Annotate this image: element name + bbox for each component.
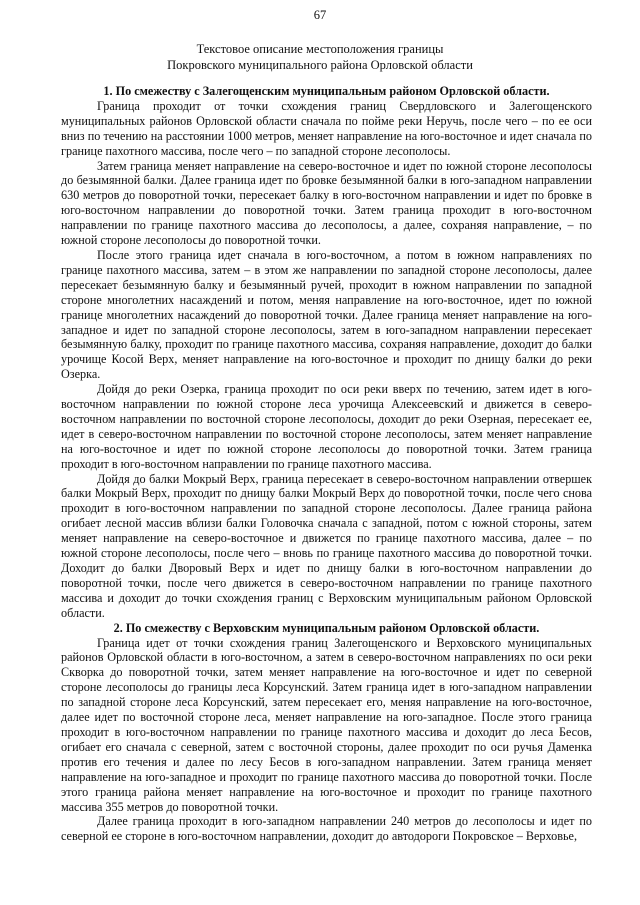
- section-heading-1: 1. По смежеству с Залегощенским муниципальным районом Орловской области.: [103, 84, 550, 98]
- document-title: [0, 42, 640, 73]
- section-heading-2: 2. По смежеству с Верховским муниципальным районом Орловской области.: [113, 620, 540, 635]
- paragraph: Дойдя до реки Озерка, граница проходит по оси реки вверх по течению, затем идет в юго-восточном направлении по южной стороне леса урочища Алексеевский и движется в северо-восточном направлении по восточной стороне лесополосы, доходит до реки Озерная, пересекает ее, идет в северо-восточном направлении по восточной стороне лесополосы, затем меняет направление на юго-восточное и идет по южной стороне лесополосы до поворотной точки. Затем граница проходит в юго-восточном направлении по границе пахотного массива.: [61, 382, 592, 471]
- paragraph: Затем граница меняет направление на северо-восточное и идет по южной стороне лесополосы до безымянной балки. Далее граница идет по бровке безымянной балки в юго-западном направлении 630 метров до поворотной точки, пересекает балку в юго-восточном направлении и идет по бровке в юго-восточном направлении до поворотной точки. Затем граница проходит в юго-восточном направлении по границе пахотного массива до лесополосы, а далее, сохраняя направление, – по южной стороне лесополосы до поворотной точки.: [61, 158, 592, 248]
- document-body: [61, 84, 592, 844]
- paragraph: Далее граница проходит в юго-западном направлении 240 метров до лесополосы и идет по северной ее стороне в юго-восточном направлении, доходит до автодороги Покровское – Верховье,: [61, 814, 592, 844]
- title-line-2: Покровского муниципального района Орловской области: [167, 57, 473, 72]
- title-line-1: Текстовое описание местоположения границы: [196, 42, 444, 56]
- paragraph: После этого граница идет сначала в юго-восточном, а потом в южном направлениях по границе пахотного массива, затем – в этом же направлении по западной стороне лесополосы, далее пересекает безымянную балку и безымянный ручей, проходит в южном направлении по западной стороне многолетних насаждений и потом, меняя направление на юго-восточное, идет по южной границе многолетних насаждений до поворотной точки. Далее граница меняет направление на юго-западное и идет по западной стороне лесополосы, затем в юго-западном направлении пересекает безымянную балку, проходит по границе пахотного массива, сохраняя направление, доходит до балки урочище Косой Верх, меняет направление на юго-восточное и проходит по днищу балки до реки Озерка.: [61, 247, 592, 382]
- page-number: 67: [313, 8, 327, 22]
- paragraph: Граница идет от точки схождения границ Залегощенского и Верховского муниципальных районов Орловской области в юго-восточном, а затем в северо-восточном направлениях по оси реки Скворка до поворотной точки, затем меняет направление на юго-восточное и идет по северной стороне лесополосы до границы леса Корсунский. Затем граница идет в юго-западном направлении по западной стороне леса Корсунский, затем пересекает его, меняя направление на юго-восточное, далее идет по восточной стороне леса, меняет направление на юго-западное. После этого граница проходит в юго-восточном направлении по границе пахотного массива и доходит до леса Бесов, огибает его сначала с северной, затем с восточной стороны, далее проходит по оси ручья Даменка против его течения и далее по лесу Бесов в юго-западном направлении. Затем граница меняет направление на юго-западное и проходит по границе пахотного массива до поворотной точки. После этого граница района меняет направление на юго-восточное и проходит по границе пахотного массива 355 метров до поворотной точки.: [61, 635, 592, 814]
- paragraph: Граница проходит от точки схождения границ Свердловского и Залегощенского муниципальных районов Орловской области сначала по пойме реки Неручь, после чего – по ее оси вниз по течению на расстоянии 1000 метров, меняет направление на юго-восточное и идет сначала по границе пахотного массива, после чего – по западной стороне лесополосы.: [61, 98, 592, 158]
- paragraph: Дойдя до балки Мокрый Верх, граница пересекает в северо-восточном направлении отвершек балки Мокрый Верх, проходит по днищу балки Мокрый Верх до поворотной точки, после чего снова проходит в юго-восточном направлении по западной стороне лесополосы. Далее граница района огибает лесной массив вблизи балки Головочка сначала с западной, потом с южной стороны, затем меняет направление на северо-восточное и движется по границе пахотного массива, далее – по южной стороне лесополосы, после чего – вновь по границе пахотного массива до поворотной точки. Доходит до балки Дворовый Верх и идет по днищу балки в юго-восточном направлении до поворотной точки, после чего движется в северо-восточном направлении по границе пахотного массива и доходит до точки схождения границ с Верховским муниципальным районом Орловской области.: [61, 471, 592, 620]
